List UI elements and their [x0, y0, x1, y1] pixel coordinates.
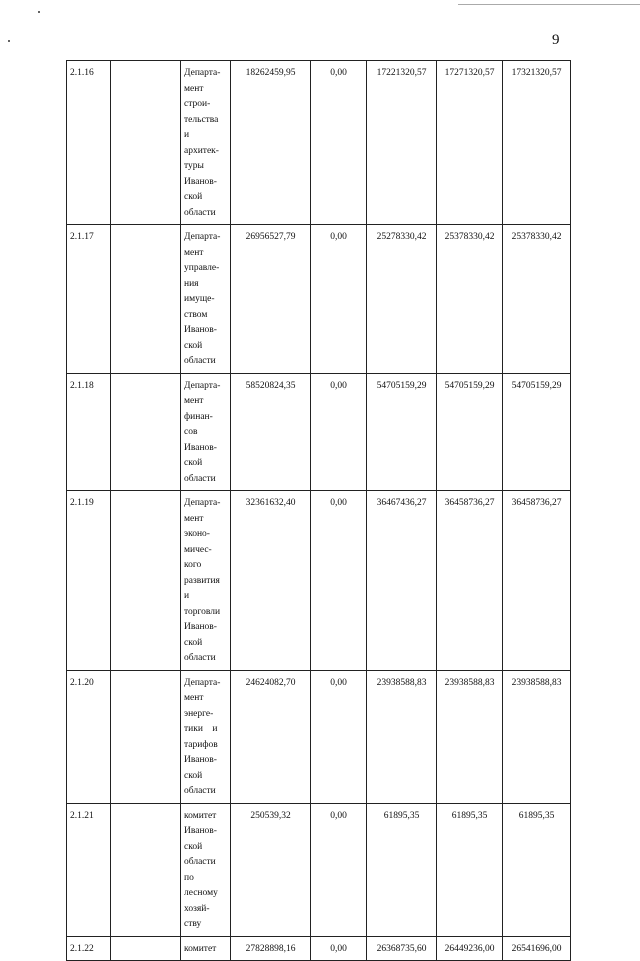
value-cell: 0,00	[311, 491, 367, 671]
name-line: Иванов-	[184, 826, 217, 836]
value-cell: 0,00	[311, 373, 367, 491]
row-empty-cell	[111, 225, 181, 374]
value-cell: 36458736,27	[503, 491, 571, 671]
name-line: энерге-	[184, 708, 214, 719]
name-line: Иванов-	[184, 755, 217, 765]
row-empty-cell	[111, 803, 181, 936]
row-code: 2.1.20	[67, 670, 111, 803]
name-line: и	[184, 130, 190, 140]
name-line: Иванов-	[184, 622, 217, 632]
value-cell: 25378330,42	[503, 225, 571, 374]
name-line: ством	[184, 309, 208, 320]
row-empty-cell	[111, 670, 181, 803]
name-line: хозяй-	[184, 903, 210, 914]
row-name	[181, 936, 231, 961]
value-cell: 61895,35	[503, 803, 571, 936]
value-cell: 17321320,57	[503, 61, 571, 225]
value-cell: 26368735,60	[367, 936, 437, 961]
name-line: развития	[184, 575, 220, 586]
name-line: архитек-	[184, 145, 219, 156]
value-cell: 0,00	[311, 936, 367, 961]
value-cell: 24624082,70	[231, 670, 311, 803]
name-line: Департа-	[184, 498, 221, 508]
table-row	[67, 670, 571, 803]
value-cell: 36467436,27	[367, 491, 437, 671]
row-code: 2.1.18	[67, 373, 111, 491]
value-cell: 23938588,83	[503, 670, 571, 803]
value-cell: 25378330,42	[437, 225, 503, 374]
row-empty-cell	[111, 936, 181, 961]
value-cell: 61895,35	[367, 803, 437, 936]
row-code: 2.1.22	[67, 936, 111, 961]
name-line: мент	[184, 83, 204, 94]
row-name	[181, 803, 231, 936]
name-line: мент	[184, 513, 204, 524]
value-cell: 23938588,83	[437, 670, 503, 803]
name-line: Иванов-	[184, 176, 217, 187]
name-line: Департа-	[184, 232, 221, 242]
name-line: комитет	[184, 943, 217, 954]
name-line: имуще-	[184, 294, 215, 304]
name-line: лесному	[184, 888, 218, 898]
name-line: мент	[184, 247, 204, 258]
name-line: Департа-	[184, 380, 221, 391]
row-empty-cell	[111, 373, 181, 491]
name-line: управле-	[184, 263, 220, 273]
name-line: тельства	[184, 114, 219, 125]
name-line: тарифов	[184, 739, 218, 750]
table-row	[67, 373, 571, 491]
value-cell: 54705159,29	[367, 373, 437, 491]
name-line: и	[184, 591, 190, 601]
value-cell: 17271320,57	[437, 61, 503, 225]
value-cell: 26449236,00	[437, 936, 503, 961]
value-cell: 58520824,35	[231, 373, 311, 491]
table-row	[67, 61, 571, 225]
name-line: ской	[184, 770, 203, 781]
name-line: мичес-	[184, 544, 212, 555]
value-cell: 61895,35	[437, 803, 503, 936]
name-line: Департа-	[184, 677, 221, 688]
table-row	[67, 225, 571, 374]
value-cell: 250539,32	[231, 803, 311, 936]
name-line: тики и	[184, 724, 218, 734]
name-line: Иванов-	[184, 442, 217, 453]
row-name	[181, 373, 231, 491]
value-cell: 27828898,16	[231, 936, 311, 961]
name-line: эконо-	[184, 529, 210, 539]
value-cell: 25278330,42	[367, 225, 437, 374]
budget-table	[66, 60, 571, 961]
table-row	[67, 803, 571, 936]
name-line: финан-	[184, 411, 213, 422]
row-code: 2.1.19	[67, 491, 111, 671]
name-line: области	[184, 473, 216, 484]
name-line: по	[184, 872, 194, 883]
value-cell: 0,00	[311, 803, 367, 936]
name-line: ской	[184, 637, 203, 648]
name-line: области	[184, 207, 216, 218]
table-row	[67, 491, 571, 671]
row-name	[181, 670, 231, 803]
name-line: мент	[184, 693, 204, 703]
value-cell: 0,00	[311, 670, 367, 803]
name-line: ния	[184, 278, 199, 289]
row-code: 2.1.21	[67, 803, 111, 936]
value-cell: 26541696,00	[503, 936, 571, 961]
name-line: области	[184, 653, 216, 663]
value-cell: 26956527,79	[231, 225, 311, 374]
value-cell: 17221320,57	[367, 61, 437, 225]
name-line: кого	[184, 560, 202, 570]
name-line: ской	[184, 458, 203, 468]
name-line: комитет	[184, 810, 217, 821]
row-name	[181, 225, 231, 374]
row-name	[181, 491, 231, 671]
top-edge-rule	[458, 4, 640, 5]
name-line: ской	[184, 841, 203, 852]
name-line: строи-	[184, 99, 211, 109]
value-cell: 0,00	[311, 61, 367, 225]
name-line: сов	[184, 427, 198, 437]
scan-speck	[38, 11, 40, 13]
name-line: области	[184, 356, 216, 366]
value-cell: 36458736,27	[437, 491, 503, 671]
row-code: 2.1.16	[67, 61, 111, 225]
name-line: торговли	[184, 606, 221, 617]
name-line: Департа-	[184, 68, 221, 78]
value-cell: 54705159,29	[437, 373, 503, 491]
value-cell: 32361632,40	[231, 491, 311, 671]
value-cell: 54705159,29	[503, 373, 571, 491]
row-name	[181, 61, 231, 225]
value-cell: 0,00	[311, 225, 367, 374]
scan-speck	[8, 40, 10, 42]
name-line: Иванов-	[184, 325, 217, 335]
value-cell: 18262459,95	[231, 61, 311, 225]
value-cell: 23938588,83	[367, 670, 437, 803]
row-empty-cell	[111, 491, 181, 671]
name-line: туры	[184, 161, 204, 171]
page-number: 9	[552, 32, 560, 48]
row-code: 2.1.17	[67, 225, 111, 374]
name-line: ству	[184, 919, 202, 929]
row-empty-cell	[111, 61, 181, 225]
name-line: области	[184, 857, 216, 867]
name-line: ской	[184, 192, 203, 202]
name-line: области	[184, 786, 216, 796]
name-line: мент	[184, 396, 204, 406]
table-row	[67, 936, 571, 961]
name-line: ской	[184, 340, 203, 351]
